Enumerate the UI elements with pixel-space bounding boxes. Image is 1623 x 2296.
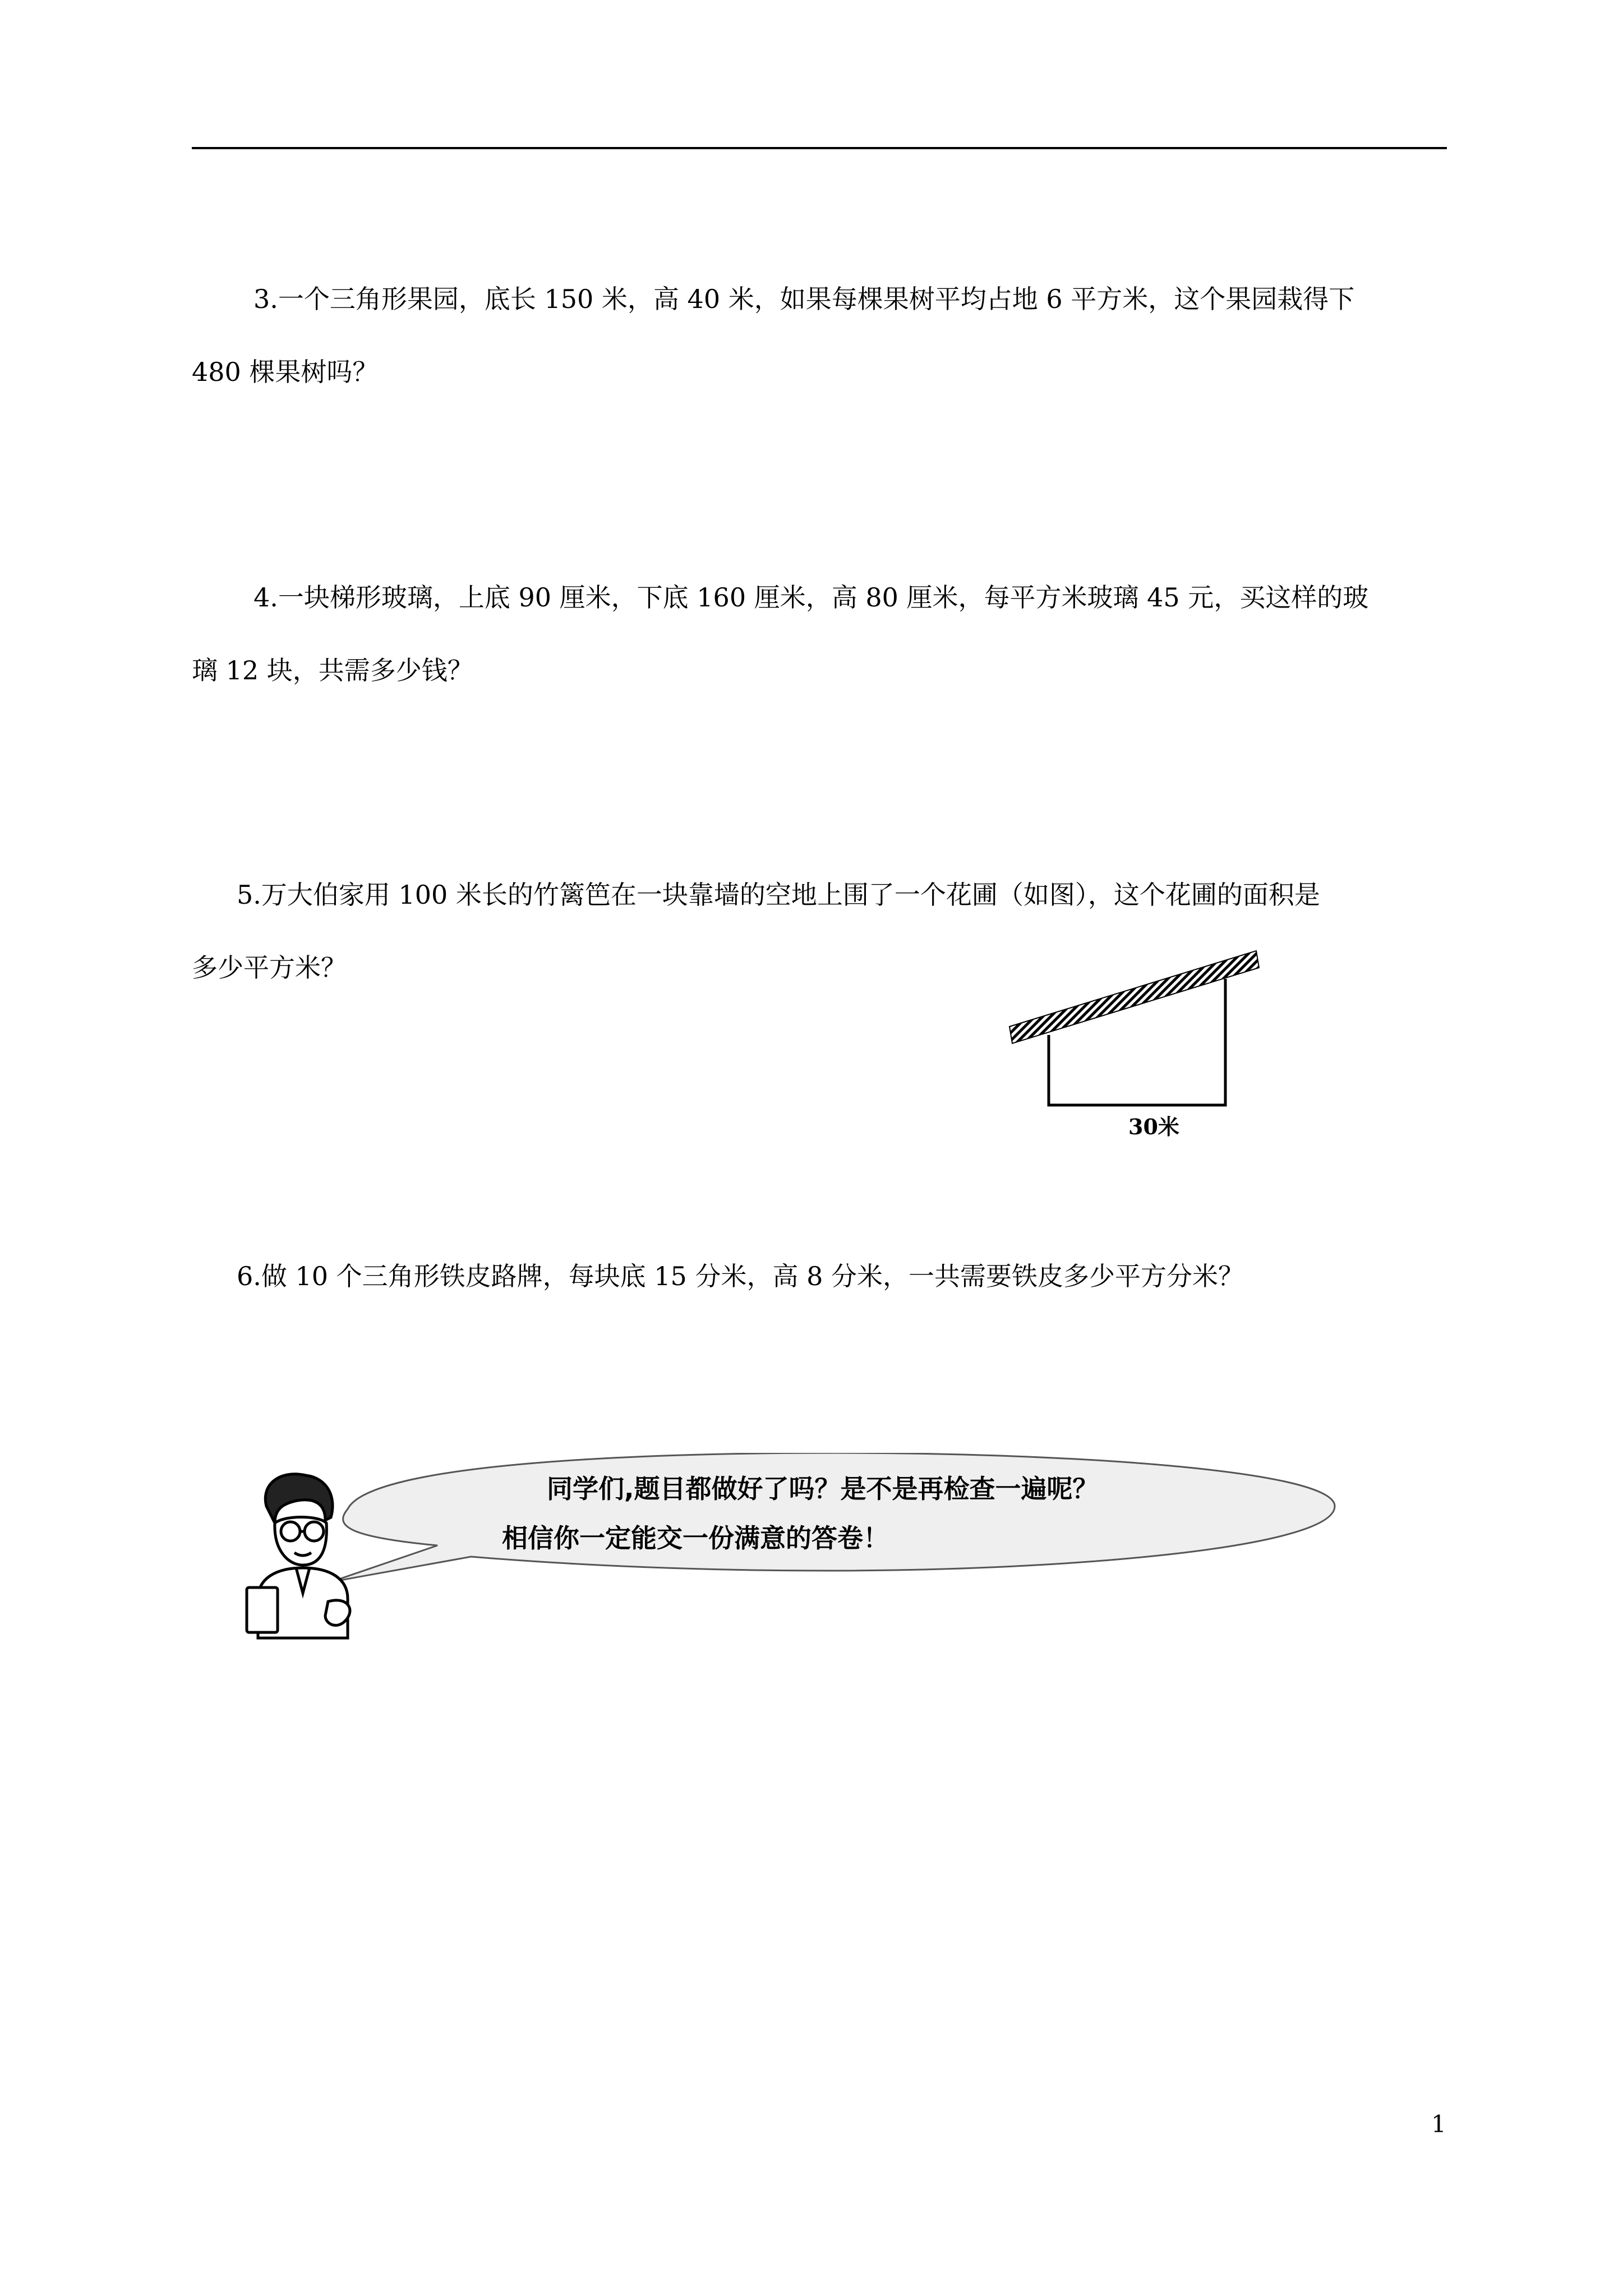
page-number: 1 <box>1431 2110 1446 2138</box>
question-4-line-1: 4.一块梯形玻璃，上底 90 厘米，下底 160 厘米，高 80 厘米，每平方米玻璃 45 元，买这样的玻 <box>253 582 1369 613</box>
wall-hatching <box>1009 951 1259 1043</box>
question-5-line-2: 多少平方米？ <box>192 953 347 983</box>
figure-length-label: 30米 <box>1128 1114 1179 1139</box>
speech-bubble-line-2: 相信你一定能交一份满意的答卷！ <box>502 1523 889 1553</box>
question-4-line-2: 璃 12 块，共需多少钱？ <box>192 655 473 685</box>
speech-bubble-line-1: 同学们,题目都做好了吗？是不是再检查一遍呢？ <box>547 1474 1099 1504</box>
teacher-icon <box>247 1474 350 1638</box>
header-rule <box>192 147 1447 149</box>
question-6 <box>192 1240 1447 1313</box>
question-6-line-1: 6.做 10 个三角形铁皮路牌，每块底 15 分米，高 8 分米，一共需要铁皮多少平方分米？ <box>237 1261 1244 1291</box>
question-3-line-2: 480 棵果树吗？ <box>192 357 379 387</box>
question-3 <box>192 263 1447 408</box>
question-5-line-1: 5.万大伯家用 100 米长的竹篱笆在一块靠墙的空地上围了一个花圃（如图），这个花圃的面积是 <box>237 880 1320 910</box>
question-3-line-1: 3.一个三角形果园，底长 150 米，高 40 米，如果每棵果树平均占地 6 平方米，这个果园栽得下 <box>253 284 1355 314</box>
question-4 <box>192 561 1447 707</box>
